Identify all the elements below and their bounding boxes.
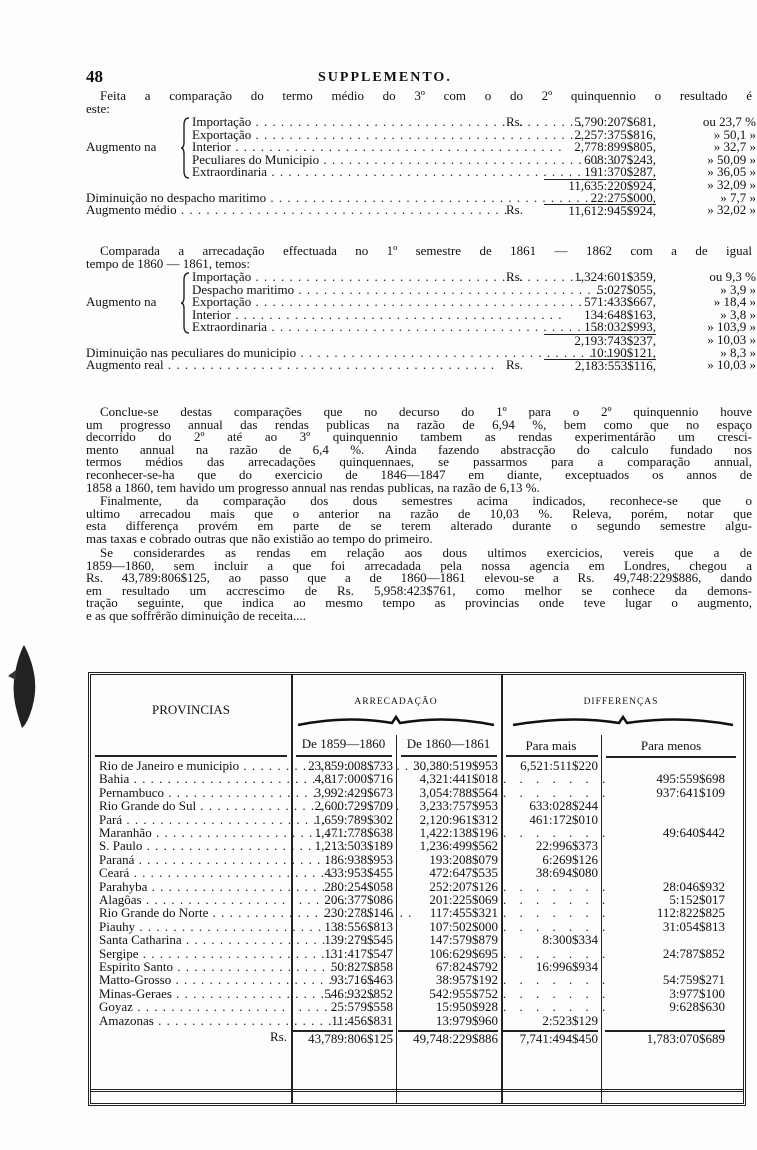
cell-menos — [605, 839, 725, 852]
province-name: Alagôas . . . — [99, 893, 285, 906]
page-number: 48 — [86, 67, 103, 86]
empty-dots: . . . . . . . — [503, 892, 611, 907]
item-percent: » 32,7 » — [713, 139, 756, 155]
result-row — [86, 204, 756, 217]
cell-menos: 937:641$109 — [656, 784, 725, 800]
result-label: Augmento médio . . . — [86, 204, 498, 217]
cell-v1859: 1,471:778$638 — [314, 825, 393, 840]
cell-v1859: 1,659:789$302 — [314, 811, 393, 827]
item-value: 5,790:207$681, — [574, 114, 656, 129]
text-line: mento annual na razão de 6,4 %. Ainda fazendo abstracção do calculo fundado nos — [86, 441, 752, 457]
province-name: Sergipe . . . — [99, 947, 285, 960]
text-line: Se considerardes as rendas em relação aos dous ultimos exercicios, vereis que a de — [100, 545, 752, 560]
empty-dots: . . . . . . . — [503, 771, 611, 787]
cell-v1860: 193:208$079 — [429, 851, 498, 867]
table-row — [91, 1000, 743, 1013]
cell-mais: 22:996$373 — [535, 838, 598, 854]
cell-menos — [605, 853, 725, 866]
text-line: Feita a comparação do termo médio do 3º com o do 2º quinquennio o resultado é — [100, 88, 752, 103]
cell-v1859: 25:579$558 — [330, 999, 393, 1015]
province-name: Bahia . . . — [99, 772, 285, 785]
item-value: 191:370$287, — [584, 164, 656, 180]
table-row — [91, 987, 743, 1000]
item-percent: » 103,9 » — [707, 319, 756, 335]
cell-v1859: 93:716$463 — [330, 972, 393, 988]
result-row — [86, 359, 756, 372]
cell-mais: 6:269$126 — [542, 851, 598, 867]
table-row — [91, 853, 743, 866]
table-row — [91, 799, 743, 812]
text-line: Conclue-se destas comparações que no decurso do 1º para o 2º quinquennio houve — [100, 404, 752, 419]
province-name: Pará . . . — [99, 813, 285, 826]
cell-v1860: 147:579$879 — [429, 932, 498, 948]
table-row — [91, 947, 743, 960]
empty-dots: . . . . . . . — [503, 918, 611, 934]
currency-label: Rs. — [506, 269, 523, 284]
empty-dots: . . . . . . . — [503, 985, 611, 1001]
cell-v1860: 3,233:757$953 — [419, 798, 498, 814]
province-name: S. Paulo . . . — [99, 839, 285, 852]
item-label: Importação . . . — [192, 271, 498, 284]
cell-v1860: 542:955$752 — [429, 985, 498, 1001]
subtotal-percent: » 10,03 » — [707, 331, 756, 347]
cell-v1860: 4,321:441$018 — [419, 771, 498, 787]
table-row — [91, 893, 743, 906]
cell-menos: 31:054$813 — [662, 918, 725, 934]
table-row — [91, 786, 743, 799]
province-name: Matto-Grosso . . . — [99, 973, 285, 986]
text-line: termos médios das arrecadações quinquennaes, se passarmos para a comparação annual, — [86, 454, 752, 470]
subtotal-percent: » 32,09 » — [707, 176, 756, 192]
cell-menos: 112:822$825 — [656, 905, 725, 921]
cell-menos: 495:559$698 — [656, 771, 725, 787]
summary-table-2 — [86, 271, 756, 372]
text-line: tempo de 1860 — 1861, temos: — [86, 255, 250, 271]
table-row — [91, 973, 743, 986]
cell-menos: 24:787$852 — [662, 945, 725, 961]
currency-label: Rs. — [506, 357, 523, 373]
empty-dots: . . . . . . . — [503, 825, 611, 840]
paragraph-conclusion — [86, 406, 752, 494]
header-differencas: DIFFERENÇAS — [583, 697, 659, 707]
item-label: Extraordinaria . . . — [192, 166, 498, 179]
item-percent: » 50,09 » — [707, 151, 756, 167]
item-percent: ou 9,3 % — [709, 269, 756, 284]
item-label: Peculiares do Municipio . . . — [192, 154, 498, 167]
header-provincias: PROVINCIAS — [151, 702, 230, 717]
item-value: 134:648$163, — [584, 306, 656, 322]
decrease-percent: » 7,7 » — [720, 189, 756, 205]
cell-mais: 633:028$244 — [529, 798, 598, 814]
provinces-revenue-table — [88, 672, 746, 1106]
cell-v1860: 67:824$792 — [435, 959, 498, 974]
item-label: Extraordinaria . . . — [192, 321, 498, 334]
cell-v1859: 23,859:008$733 — [308, 758, 393, 773]
item-label: Exportação . . . — [192, 296, 498, 309]
cell-mais: 6,521:511$220 — [520, 758, 598, 773]
item-value: 2,257:375$816, — [574, 126, 656, 142]
cell-mais: 38:694$080 — [535, 865, 598, 881]
empty-dots: . . . . . . . — [503, 905, 611, 921]
province-name: Parahyba . . . — [99, 880, 285, 893]
item-label: Exportação . . . — [192, 129, 498, 142]
text-line: 1858 a 1860, tem havido um progresso annual nas rendas publicas, na razão de 6,13 %. — [86, 479, 540, 495]
cell-mais: 8:300$334 — [542, 932, 598, 948]
header-arrecadacao: ARRECADAÇÃO — [354, 697, 438, 707]
cell-menos: 49:640$442 — [662, 825, 725, 840]
cell-v1859: 138:556$813 — [324, 918, 393, 934]
total-v1859: 43,789:806$125 — [293, 1030, 393, 1045]
result-percent: » 10,03 » — [707, 357, 756, 373]
text-line: esta differença provém em parte de se terem alterado durante o segundo semestre algu- — [86, 518, 752, 534]
item-value: 1,324:601$359, — [574, 269, 656, 284]
cell-v1859: 186:938$953 — [324, 851, 393, 867]
running-title: SUPPLEMENTO. — [318, 70, 452, 85]
total-label: Rs. — [270, 1029, 287, 1044]
cell-mais: 16:996$934 — [535, 959, 598, 974]
cell-v1859: 3,992:429$673 — [314, 784, 393, 800]
intro-paragraph-2 — [86, 245, 752, 270]
augmento-label: Augmento na — [86, 294, 157, 310]
cell-v1860: 107:502$000 — [429, 918, 498, 934]
cell-v1859: 1,213:503$189 — [314, 838, 393, 854]
item-label: Interior . . . — [192, 141, 498, 154]
province-name: Santa Catharina . . . — [99, 933, 285, 946]
cell-v1859: 280:254$058 — [324, 878, 393, 894]
cell-v1860: 201:225$069 — [429, 892, 498, 907]
decrease-percent: » 8,3 » — [720, 344, 756, 360]
cell-mais: 2:523$129 — [542, 1012, 598, 1028]
cell-v1860: 1,236:499$562 — [419, 838, 498, 854]
cell-v1860: 38:957$192 — [435, 972, 498, 988]
item-percent: ou 23,7 % — [702, 114, 756, 129]
cell-v1859: 433:953$455 — [324, 865, 393, 881]
text-line: 1859—1860, sem incluir a que foi arrecadada pela nossa agencia em Londres, chegou a — [86, 557, 752, 573]
table-row — [91, 880, 743, 893]
result-value: 11,612:945$924, — [544, 204, 656, 218]
text-line: em resultado um accrescimo de Rs. 5,958:423$761, como melhor se conhece da demons- — [86, 582, 752, 598]
header-para-menos: Para menos — [640, 738, 702, 753]
result-percent: » 32,02 » — [707, 202, 756, 218]
cell-v1860: 252:207$126 — [429, 878, 498, 894]
empty-dots: . . . . . . . — [503, 999, 611, 1015]
ink-blot-decoration — [4, 640, 44, 730]
cell-menos — [605, 960, 725, 973]
text-line: um progresso annual das rendas publicas na razão de 6,94 %, bem como que no espaço — [86, 416, 752, 432]
item-value: 608:307$243, — [584, 151, 656, 167]
result-value: 2,183:553$116, — [544, 359, 656, 373]
province-name: Rio Grande do Norte . . . — [99, 906, 285, 919]
cell-menos: 9:628$630 — [669, 999, 725, 1015]
table-row — [91, 866, 743, 879]
currency-label: Rs. — [506, 114, 523, 129]
decrease-label: Diminuição no despacho maritimo . . . — [86, 192, 498, 205]
text-line: este: — [86, 100, 110, 116]
cell-menos — [605, 933, 725, 946]
cell-v1859: 2,600:729$709 — [314, 798, 393, 814]
result-label: Augmento real . . . — [86, 359, 498, 372]
total-mais: 7,741:494$450 — [503, 1030, 598, 1045]
decrease-value: 10:190$121, — [590, 344, 656, 360]
decrease-label: Diminuição nas peculiares do municipio . . . — [86, 347, 498, 360]
cell-v1859: 546:932$852 — [324, 985, 393, 1001]
cell-v1860: 106:629$695 — [429, 945, 498, 961]
item-percent: » 3,9 » — [720, 281, 756, 297]
cell-v1859: 50:827$858 — [330, 959, 393, 974]
item-label: Importação . . . — [192, 116, 498, 129]
cell-v1859: 206:377$086 — [324, 892, 393, 907]
province-name: Espirito Santo . . . — [99, 960, 285, 973]
table-row — [91, 772, 743, 785]
total-row — [91, 1029, 743, 1046]
item-percent: » 18,4 » — [713, 294, 756, 310]
header-1859-1860: De 1859—1860 — [301, 736, 386, 751]
cell-v1860: 3,054:788$564 — [419, 784, 498, 800]
empty-dots: . . . . . . . — [503, 878, 611, 894]
paragraph-rendas — [86, 547, 752, 623]
left-brace-icon — [180, 117, 190, 179]
intro-paragraph-1 — [86, 90, 752, 115]
brace-arrecadacao-icon — [296, 713, 496, 731]
province-name: Rio Grande do Sul . . . — [99, 799, 285, 812]
subtotal-value: 11,635:220$924, — [544, 179, 656, 193]
cell-menos — [605, 799, 725, 812]
cell-v1860: 1,422:138$196 — [419, 825, 498, 840]
cell-menos — [605, 813, 725, 826]
subtotal-value: 2,193:743$237, — [544, 334, 656, 348]
text-line: decorrido do 2º até ao 3º quinquennio tambem as rendas experimentárão um cresci- — [86, 429, 752, 445]
cell-menos: 5:152$017 — [669, 892, 725, 907]
cell-mais: 461:172$010 — [529, 811, 598, 827]
table-row — [91, 906, 743, 919]
cell-v1859: 139:279$545 — [324, 932, 393, 948]
brace-differencas-icon — [511, 713, 736, 731]
text-line: Comparada a arrecadação effectuada no 1º semestre de 1861 — 1862 com a de igual — [100, 243, 752, 258]
table-row — [91, 960, 743, 973]
item-label: Despacho maritimo . . . — [192, 284, 498, 297]
text-line: Rs. 43,789:806$125, ao passo que a de 1860—1861 elevou-se a Rs. 49,748:229$886, dando — [86, 570, 752, 586]
province-name: Pernambuco . . . — [99, 786, 285, 799]
header-para-mais: Para mais — [525, 738, 577, 753]
cell-v1859: 131:417$547 — [324, 945, 393, 961]
cell-v1860: 117:455$321 — [429, 905, 498, 921]
cell-menos — [605, 1014, 725, 1027]
text-line: ultimo arrecadou mais que o anterior na razão de 10,03 %. Releva, porém, notar que — [86, 505, 752, 521]
cell-v1860: 30,380:519$953 — [413, 758, 498, 773]
province-name: Piauhy . . . — [99, 920, 285, 933]
province-name: Rio de Janeiro e municipio . . . — [99, 759, 285, 772]
summary-table-1 — [86, 116, 756, 217]
table-row — [91, 839, 743, 852]
province-name: Goyaz . . . — [99, 1000, 285, 1013]
total-v1860: 49,748:229$886 — [398, 1030, 498, 1045]
table-row — [91, 759, 743, 772]
table-row — [91, 813, 743, 826]
cell-menos — [605, 866, 725, 879]
cell-menos: 3:977$100 — [669, 985, 725, 1001]
cell-menos — [605, 759, 725, 772]
province-name: Amazonas . . . — [99, 1014, 285, 1027]
cell-menos: 54:759$271 — [662, 972, 725, 988]
paragraph-finalmente — [86, 495, 752, 545]
cell-v1859: 230:278$146 — [324, 905, 393, 921]
augmento-label: Augmento na — [86, 139, 157, 155]
province-name: Ceará . . . — [99, 866, 285, 879]
table-row — [91, 920, 743, 933]
left-brace-icon — [180, 272, 190, 334]
text-line: mas taxas e cobrado outras que não existião ao tempo do primeiro. — [86, 530, 433, 546]
empty-dots: . . . . . . . — [503, 784, 611, 800]
header-1860-1861: De 1860—1861 — [406, 736, 491, 751]
decrease-value: 22:275$000, — [590, 189, 656, 205]
table-row — [91, 933, 743, 946]
text-line: e as que soffrêrão diminuição de receita.... — [86, 607, 306, 623]
total-menos: 1,783:070$689 — [605, 1030, 725, 1045]
item-value: 5:027$055, — [597, 281, 656, 297]
item-percent: » 50,1 » — [713, 126, 756, 142]
province-name: Minas-Geraes . . . — [99, 987, 285, 1000]
empty-dots: . . . . . . . — [503, 945, 611, 961]
item-value: 158:032$993, — [584, 319, 656, 335]
table-row — [91, 1014, 743, 1027]
text-line: Finalmente, da comparação dos dous semestres acima indicados, reconhece-se que o — [100, 493, 752, 508]
province-name: Paraná . . . — [99, 853, 285, 866]
cell-v1860: 15:950$928 — [435, 999, 498, 1015]
cell-v1860: 13:979$960 — [435, 1012, 498, 1028]
cell-menos: 28:046$932 — [662, 878, 725, 894]
cell-v1860: 472:647$535 — [429, 865, 498, 881]
text-line: tração seguinte, que indica ao mesmo tempo as provincias onde teve lugar o augmento, — [86, 595, 752, 611]
item-label: Interior . . . — [192, 309, 498, 322]
cell-v1859: 4,817:000$716 — [314, 771, 393, 787]
cell-v1860: 2,120:961$312 — [419, 811, 498, 827]
item-percent: » 3,8 » — [720, 306, 756, 322]
item-value: 2,778:899$805, — [574, 139, 656, 155]
item-value: 571:433$667, — [584, 294, 656, 310]
currency-label: Rs. — [506, 202, 523, 218]
item-percent: » 36,05 » — [707, 164, 756, 180]
cell-v1859: 11:456$831 — [331, 1012, 393, 1028]
text-line: reconhecer-se-ha que do exercicio de 1846—1847 em diante, exceptuados os annos de — [86, 466, 752, 482]
empty-dots: . . . . . . . — [503, 972, 611, 988]
province-name: Maranhão . . . — [99, 826, 285, 839]
table-row — [91, 826, 743, 839]
